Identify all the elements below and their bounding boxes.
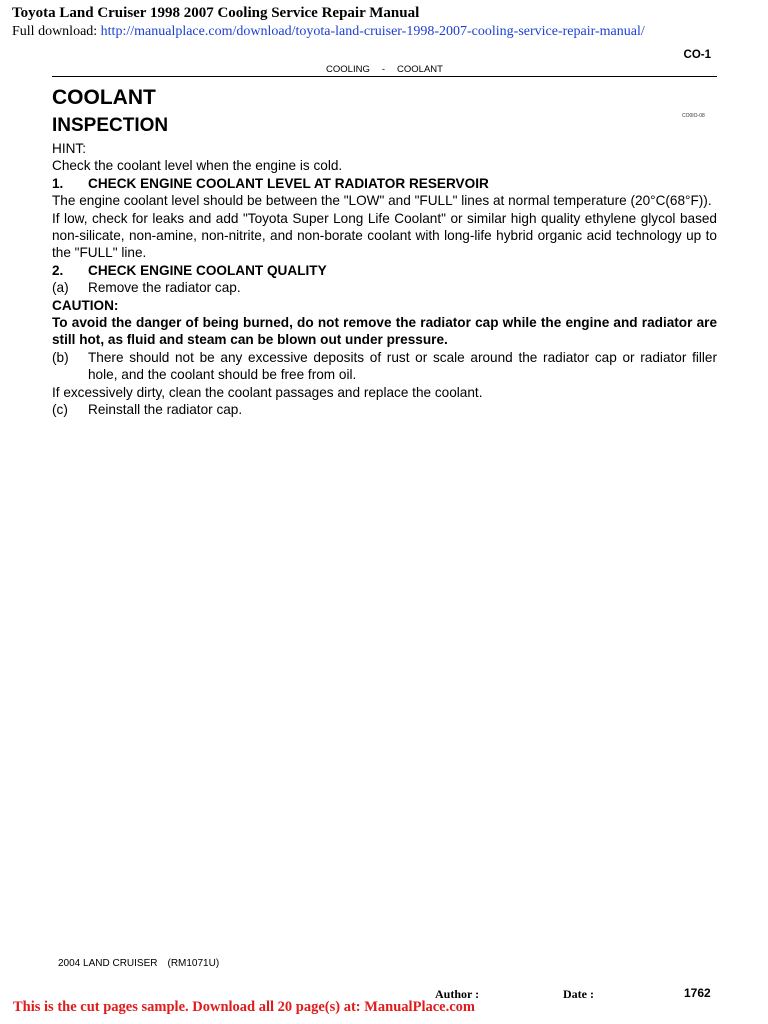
step-c-label: (c)	[52, 402, 68, 418]
header-rule	[52, 76, 717, 77]
vehicle-model: 2004 LAND CRUISER	[58, 958, 158, 969]
step-c-text: Reinstall the radiator cap.	[88, 402, 243, 418]
step-1-number: 1.	[52, 175, 64, 191]
step-b-label: (b)	[52, 349, 69, 365]
step-a-text: Remove the radiator cap.	[88, 280, 241, 296]
step-b	[52, 349, 717, 384]
manual-code: (RM1071U)	[167, 958, 220, 969]
download-line	[12, 24, 645, 40]
step-1-heading	[52, 175, 717, 192]
hint-text: Check the coolant level when the engine is cold.	[52, 158, 343, 174]
step-b-text: There should not be any excessive deposits of rust or scale around the radiator cap or radiator filler hole, and the coolant should be free from oil.	[88, 349, 717, 383]
step-1-title: CHECK ENGINE COOLANT LEVEL AT RADIATOR RESERVOIR	[88, 175, 489, 191]
vehicle-line	[58, 958, 219, 969]
step-1-paragraph-1: The engine coolant level should be between the "LOW" and "FULL" lines at normal temperature (20°C(68°F)).	[52, 193, 712, 209]
caution-text: To avoid the danger of being burned, do not remove the radiator cap while the engine and radiator are still hot, as fluid and steam can be blown out under pressure.	[52, 315, 717, 348]
step-2-number: 2.	[52, 262, 64, 278]
author-label: Author :	[435, 987, 480, 1001]
step-1-paragraph-2: If low, check for leaks and add "Toyota Super Long Life Coolant" or similar high quality ethylene glycol based non-silicate, non-amine, non-nitrite, and non-borate coolant with long-life hybrid organic acid technology up to the "FULL" line.	[52, 210, 717, 261]
download-label: Full download:	[12, 24, 98, 39]
step-2-heading	[52, 262, 717, 279]
page-title: COOLANT	[52, 86, 156, 109]
breadcrumb-section: COOLING	[326, 64, 370, 75]
page-number: 1762	[684, 986, 711, 1000]
body-text	[52, 140, 717, 419]
date-label: Date :	[563, 987, 594, 1001]
breadcrumb-subsection: COOLANT	[397, 64, 443, 75]
breadcrumb	[52, 64, 717, 75]
step-a	[52, 279, 717, 296]
step-2-title: CHECK ENGINE COOLANT QUALITY	[88, 262, 327, 278]
document-title: Toyota Land Cruiser 1998 2007 Cooling Service Repair Manual	[12, 5, 420, 21]
download-link[interactable]: http://manualplace.com/download/toyota-land-cruiser-1998-2007-cooling-service-repair-manual/	[100, 24, 645, 39]
page-code: CO-1	[683, 49, 711, 61]
document-id: CO0IO-08	[682, 113, 705, 119]
step-a-label: (a)	[52, 280, 69, 296]
section-heading: INSPECTION	[52, 115, 169, 136]
sample-notice: This is the cut pages sample. Download all 20 page(s) at: ManualPlace.com	[13, 999, 475, 1015]
dirty-note: If excessively dirty, clean the coolant passages and replace the coolant.	[52, 384, 483, 400]
step-c	[52, 401, 717, 418]
hint-label: HINT:	[52, 141, 86, 156]
breadcrumb-separator: -	[381, 64, 386, 75]
caution-label: CAUTION:	[52, 297, 119, 313]
